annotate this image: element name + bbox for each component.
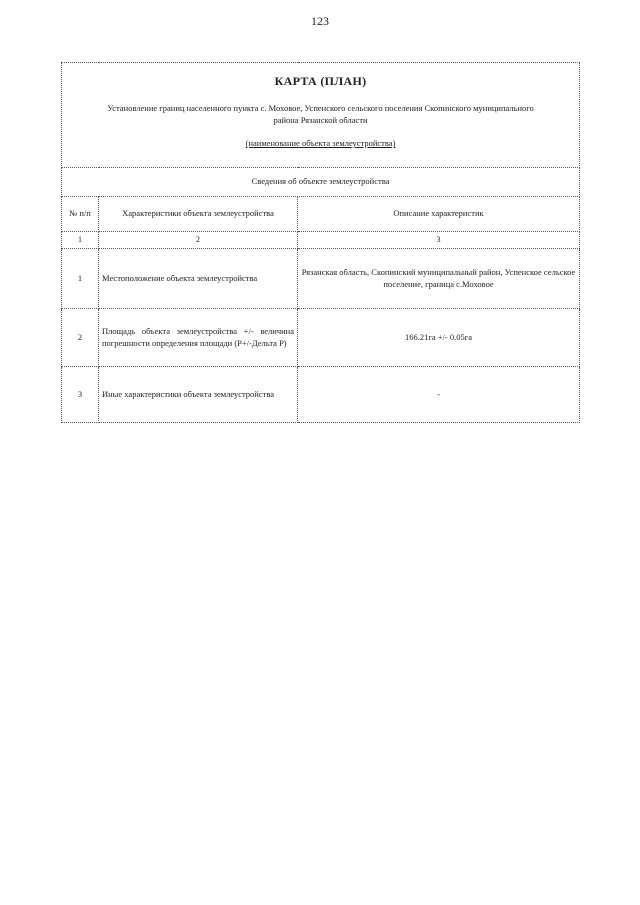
- object-name-label: (наименование объекта землеустройства): [245, 138, 396, 149]
- title-block: [62, 63, 580, 168]
- column-number: 2: [99, 232, 298, 249]
- row-description: -: [298, 367, 580, 423]
- table-row: [62, 309, 580, 367]
- row-description: Рязанская область, Скопинский муниципальный район, Успенское сельское поселение, граница с.Моховое: [298, 249, 580, 309]
- column-number-row: [62, 232, 580, 249]
- header-characteristics: Характеристики объекта землеустройства: [99, 197, 298, 232]
- section-row: [62, 168, 580, 197]
- header-description: Описание характеристик: [298, 197, 580, 232]
- column-number: 3: [298, 232, 580, 249]
- header-num: № п/п: [62, 197, 99, 232]
- row-num: 3: [62, 367, 99, 423]
- row-num: 1: [62, 249, 99, 309]
- row-description: 166.21га +/- 0.05га: [298, 309, 580, 367]
- row-characteristic: Местоположение объекта землеустройства: [99, 249, 298, 309]
- header-row: [62, 197, 580, 232]
- document-title: КАРТА (ПЛАН): [274, 74, 367, 88]
- land-object-table: [61, 62, 580, 423]
- row-characteristic: Площадь объекта землеустройства +/- величина погрешности определения площади (P+/-Дельта P): [99, 309, 298, 367]
- column-number: 1: [62, 232, 99, 249]
- document-subtitle: Установление границ населенного пункта с. Моховое, Успенского сельского поселения Скопинского муниципального района Рязанской области: [107, 103, 534, 125]
- row-characteristic: Иные характеристики объекта землеустройства: [99, 367, 298, 423]
- section-title: Сведения об объекте землеустройства: [62, 168, 580, 197]
- title-row: [62, 63, 580, 168]
- table-row: [62, 249, 580, 309]
- table-row: [62, 367, 580, 423]
- row-num: 2: [62, 309, 99, 367]
- page-number: 123: [311, 14, 329, 28]
